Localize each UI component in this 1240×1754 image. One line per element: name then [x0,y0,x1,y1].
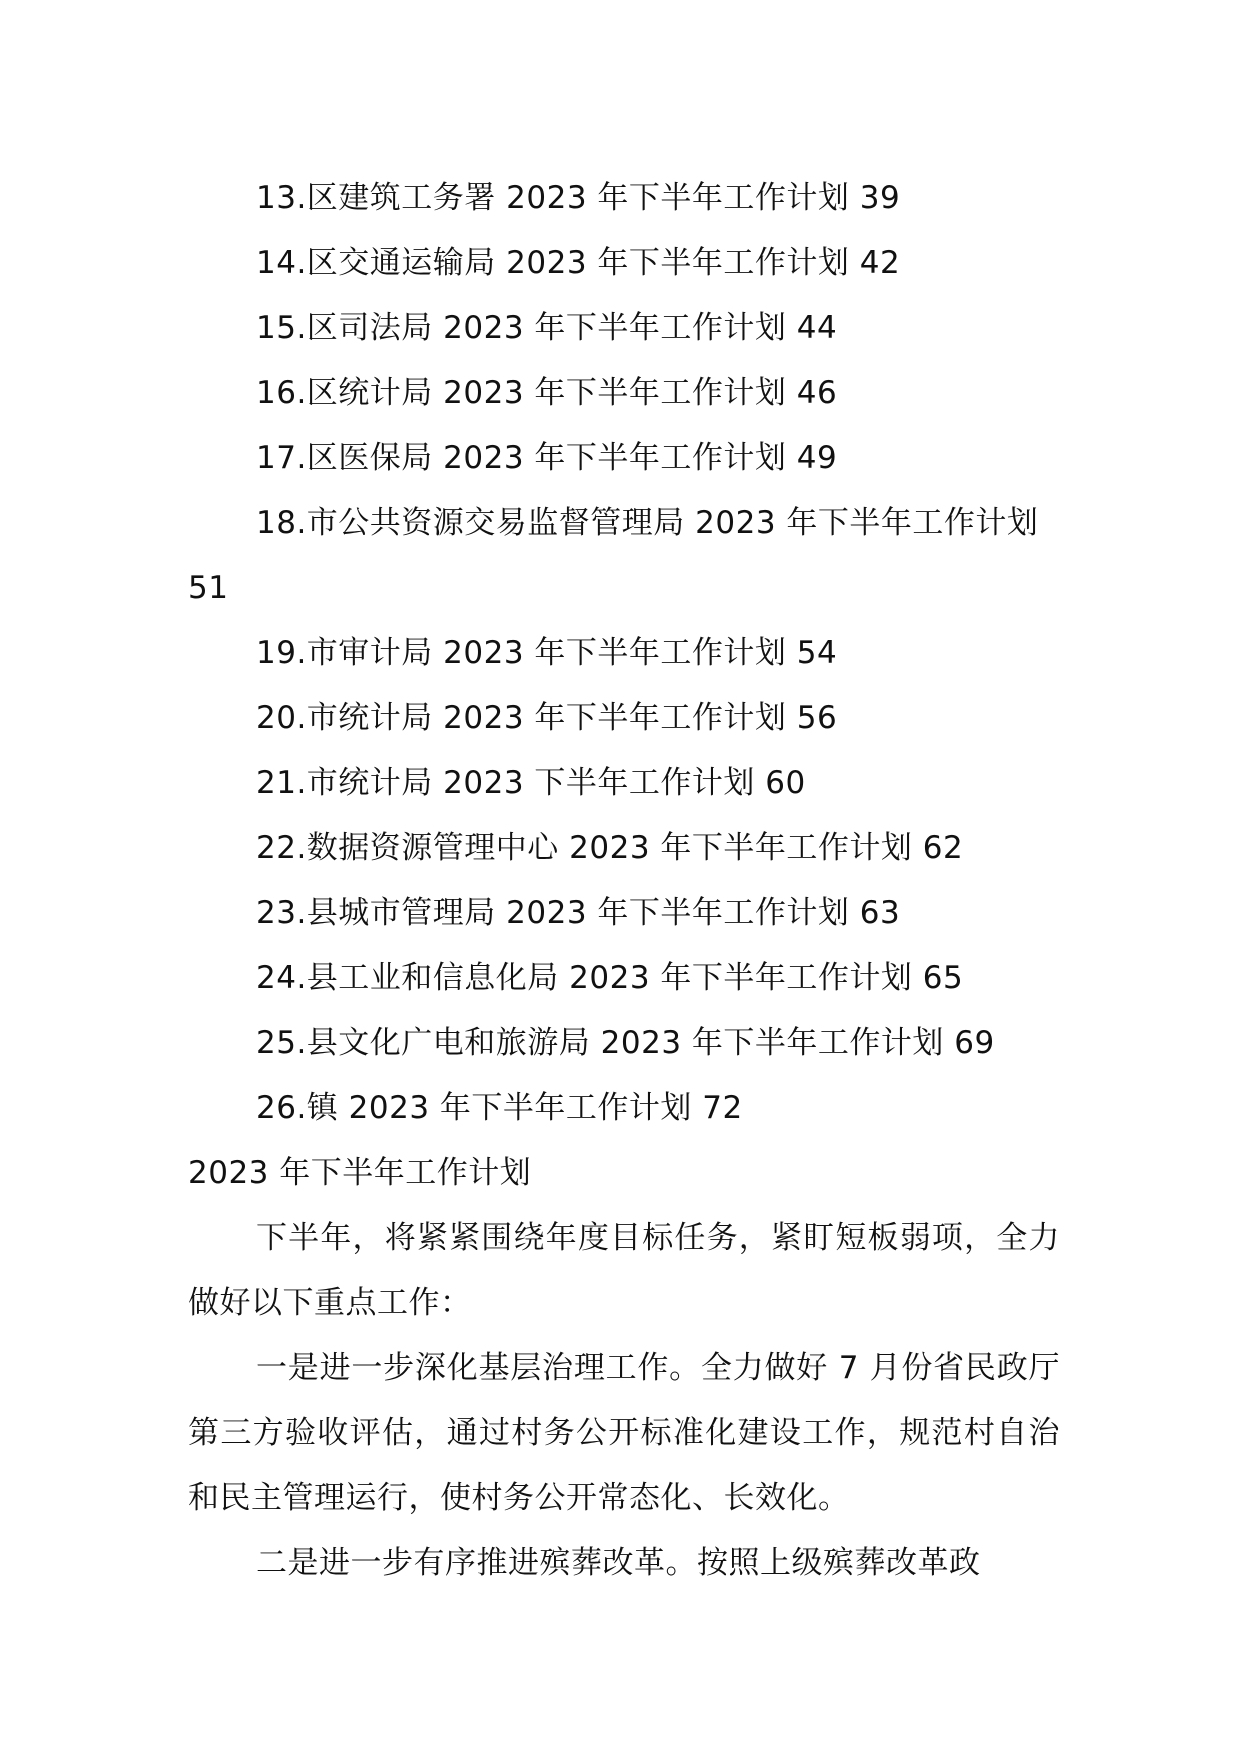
document-body [188,166,1060,1596]
table-of-contents [188,166,1060,1141]
toc-item-21: 21.市统计局 2023 下半年工作计划 60 [256,765,806,801]
toc-item-24: 24.县工业和信息化局 2023 年下半年工作计划 65 [256,960,964,996]
toc-item-16: 16.区统计局 2023 年下半年工作计划 46 [256,375,838,411]
toc-item-13: 13.区建筑工务署 2023 年下半年工作计划 39 [256,180,901,216]
toc-item-15: 15.区司法局 2023 年下半年工作计划 44 [256,310,838,346]
paragraph-intro: 下半年，将紧紧围绕年度目标任务，紧盯短板弱项，全力做好以下重点工作： [188,1220,1060,1321]
toc-item-20: 20.市统计局 2023 年下半年工作计划 56 [256,700,838,736]
paragraph-two: 二是进一步有序推进殡葬改革。按照上级殡葬改革政 [256,1545,981,1581]
toc-item-19: 19.市审计局 2023 年下半年工作计划 54 [256,635,838,671]
toc-item-26: 26.镇 2023 年下半年工作计划 72 [256,1090,743,1126]
paragraph-one: 一是进一步深化基层治理工作。全力做好 7 月份省民政厅第三方验收评估，通过村务公开标准化建设工作，规范村自治和民主管理运行，使村务公开常态化、长效化。 [188,1350,1060,1516]
section-title: 2023 年下半年工作计划 [188,1155,532,1191]
toc-item-25: 25.县文化广电和旅游局 2023 年下半年工作计划 69 [256,1025,995,1061]
toc-item-14: 14.区交通运输局 2023 年下半年工作计划 42 [256,245,901,281]
toc-item-22: 22.数据资源管理中心 2023 年下半年工作计划 62 [256,830,964,866]
toc-item-17: 17.区医保局 2023 年下半年工作计划 49 [256,440,838,476]
toc-item-18: 18.市公共资源交易监督管理局 2023 年下半年工作计划 51 [188,505,1039,606]
toc-item-23: 23.县城市管理局 2023 年下半年工作计划 63 [256,895,901,931]
